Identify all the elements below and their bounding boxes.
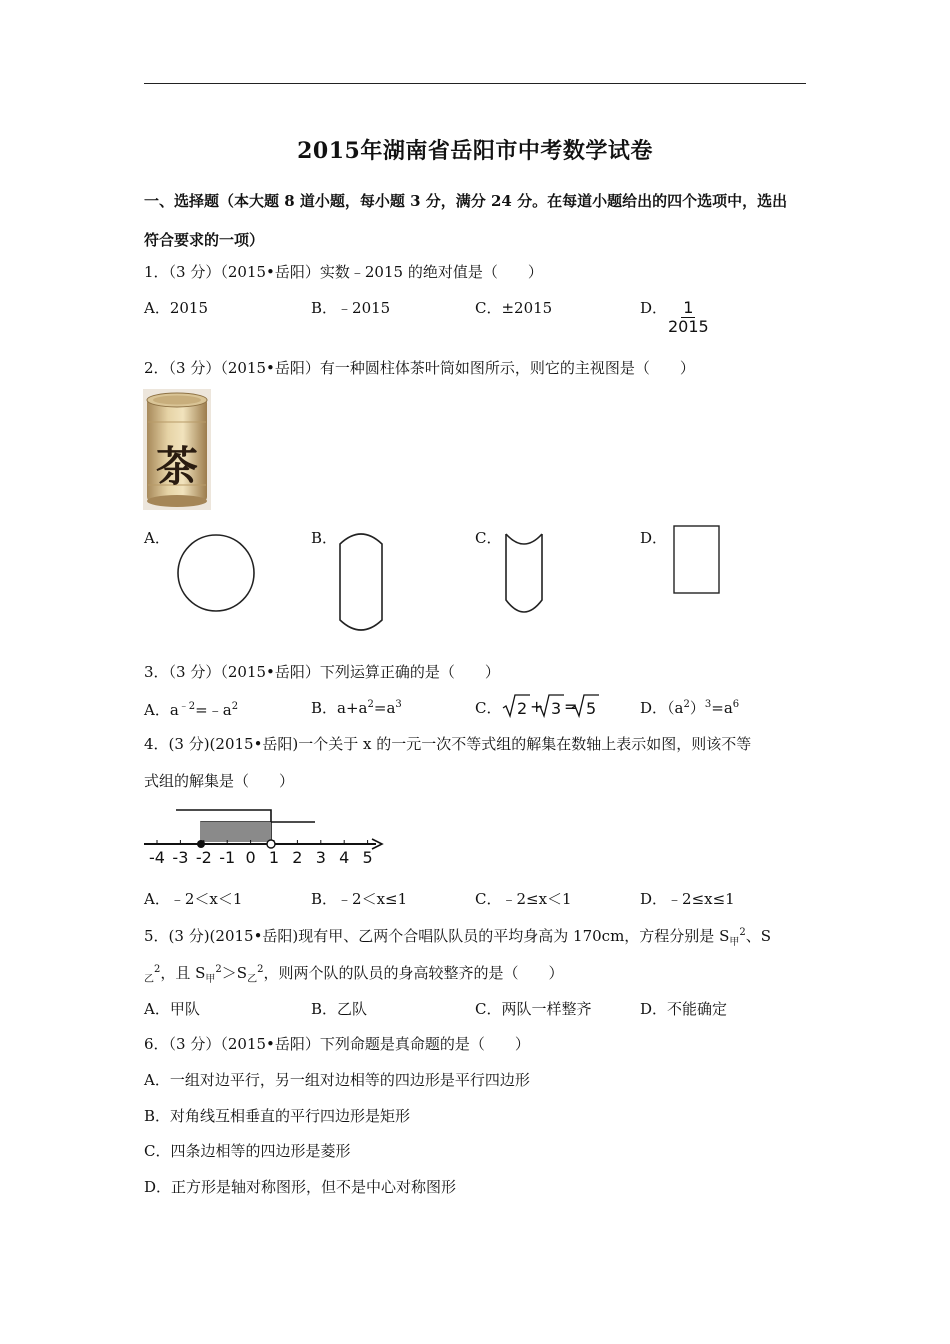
q1-option-b: B．﹣2015 (311, 299, 391, 317)
q6-option-a: A．一组对边平行，另一组对边相等的四边形是平行四边形 (144, 1071, 530, 1089)
q2-u-shape-figure (500, 532, 548, 620)
svg-text:3: 3 (551, 699, 562, 718)
q3-option-d: D．$(a^2)^3=a^6$ (640, 699, 740, 717)
q6-option-b: B．对角线互相垂直的平行四边形是矩形 (144, 1107, 411, 1125)
fraction-numerator: 1 (683, 298, 694, 317)
svg-text:2: 2 (517, 699, 528, 718)
number-line-tick-label: 0 (245, 848, 256, 867)
q5-option-b: B．乙队 (311, 1000, 368, 1018)
q2-option-b: B． (311, 529, 338, 547)
number-line-tick-label: -1 (219, 848, 236, 867)
q4-option-d: D．﹣2≤x≤1 (640, 890, 735, 908)
fraction-denominator: 2015 (668, 317, 709, 336)
number-line-tick-label: 1 (268, 848, 280, 867)
number-line-tick-label: 5 (362, 848, 373, 867)
number-line-open-point (267, 840, 275, 848)
q2-stem: 2．（3 分）（2015•岳阳）有一种圆柱体茶叶筒如图所示，则它的主视图是（ ） (144, 359, 695, 377)
number-line-closed-point (197, 840, 205, 848)
number-line-tick-label: -2 (195, 848, 212, 867)
q3-option-a: A．$a^{﹣2}=﹣a^2$ (144, 701, 239, 719)
number-line-tick-label: 4 (339, 848, 350, 867)
q3-option-b: B．$a+a^2=a^3$ (311, 699, 402, 717)
q5-option-d: D．不能确定 (640, 1000, 728, 1018)
q2-circle-figure (175, 532, 257, 614)
q4-number-line (140, 800, 390, 872)
q6-option-d: D．正方形是轴对称图形，但不是中心对称图形 (144, 1178, 457, 1196)
header-rule (144, 83, 806, 84)
q4-stem-line1: 4．(3 分)(2015•岳阳)一个关于 x 的一元一次不等式组的解集在数轴上表示如图，则该不等 (144, 735, 752, 753)
svg-text:=: = (564, 697, 578, 716)
q4-option-b: B．﹣2＜x≤1 (311, 890, 408, 908)
q1-stem: 1．（3 分）（2015•岳阳）实数﹣2015 的绝对值是（ ） (144, 263, 543, 281)
number-line-tick-label: -4 (149, 848, 165, 867)
number-line-shaded-region (200, 822, 271, 842)
q2-rectangle-figure (672, 525, 722, 595)
section-heading-line1: 一、选择题（本大题 8 道小题，每小题 3 分，满分 24 分。在每道小题给出的四个选项中，选出 (144, 192, 788, 210)
q1-option-d-label: D． (640, 299, 668, 317)
q1-option-d-fraction (668, 299, 709, 336)
q2-capsule-figure (335, 532, 387, 637)
q4-stem-line2: 式组的解集是（ ） (144, 772, 295, 790)
q4-option-c: C．﹣2≤x＜1 (475, 890, 572, 908)
number-line-tick-label: 3 (315, 848, 326, 867)
q3-option-c-radical-expression (502, 692, 602, 720)
q3-stem: 3．（3 分）（2015•岳阳）下列运算正确的是（ ） (144, 663, 500, 681)
q6-option-c: C．四条边相等的四边形是菱形 (144, 1142, 351, 1160)
q1-option-a: A．2015 (144, 299, 209, 317)
q4-option-a: A．﹣2＜x＜1 (144, 890, 243, 908)
q5-stem-line1: 5．(3 分)(2015•岳阳)现有甲、乙两个合唱队队员的平均身高为 170cm，方程分别是 $S_甲^2$、S (144, 927, 772, 948)
q2-option-d: D． (640, 529, 668, 547)
q5-option-a: A．甲队 (144, 1000, 200, 1018)
q2-option-c: C． (475, 529, 502, 547)
page-title: 2015年湖南省岳阳市中考数学试卷 (297, 138, 653, 164)
q5-option-c: C．两队一样整齐 (475, 1000, 592, 1018)
q5-stem-line2: $_乙^2$，且 $S_甲^2>S_乙^2$，则两个队的队员的身高较整齐的是（ ） (144, 964, 564, 985)
number-line-tick-label: 2 (292, 848, 303, 867)
svg-text:5: 5 (586, 699, 597, 718)
section-heading-line2: 符合要求的一项） (144, 231, 265, 249)
q1-option-c: C．±2015 (475, 299, 553, 317)
q2-option-a: A． (144, 529, 170, 547)
q3-option-c-label: C． (475, 699, 502, 717)
number-line-tick-label: -3 (172, 848, 189, 867)
svg-text:+: + (530, 697, 544, 716)
tea-character: 茶 (155, 442, 199, 491)
tea-canister-image (143, 389, 211, 510)
q6-stem: 6．（3 分）（2015•岳阳）下列命题是真命题的是（ ） (144, 1035, 530, 1053)
